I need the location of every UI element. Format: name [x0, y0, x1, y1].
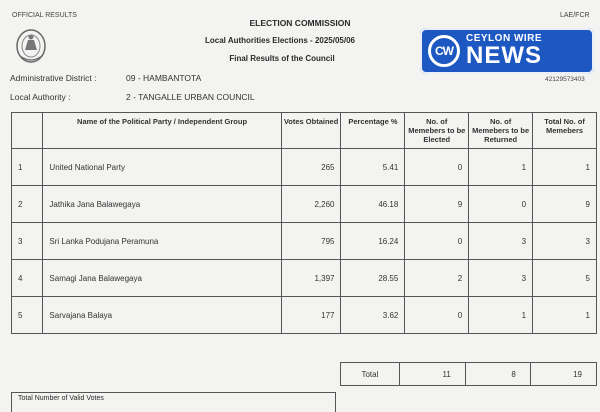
row-elected: 2 — [405, 260, 469, 297]
row-index: 3 — [12, 223, 43, 260]
district-label: Administrative District : — [10, 73, 97, 83]
row-elected: 0 — [405, 297, 469, 334]
header-votes: Votes Obtained — [281, 113, 341, 149]
row-total: 1 — [533, 297, 597, 334]
row-party: Sarvajana Balaya — [43, 297, 281, 334]
logo-text-bottom: NEWS — [466, 42, 542, 69]
row-total: 3 — [533, 223, 597, 260]
row-returned: 3 — [469, 260, 533, 297]
ceylon-wire-news-logo — [420, 28, 594, 74]
table-row — [12, 223, 597, 260]
row-party: United National Party — [43, 149, 281, 186]
row-party: Sri Lanka Podujana Peramuna — [43, 223, 281, 260]
totals-total: 19 — [530, 363, 596, 386]
row-party: Jathika Jana Balawegaya — [43, 186, 281, 223]
emblem-icon — [14, 26, 48, 64]
row-index: 2 — [12, 186, 43, 223]
table-row — [12, 297, 597, 334]
row-elected: 9 — [405, 186, 469, 223]
row-index: 5 — [12, 297, 43, 334]
table-header-row — [12, 113, 597, 149]
header-total: Total No. of Memebers — [533, 113, 597, 149]
header-party: Name of the Political Party / Independent Group — [43, 113, 281, 149]
valid-votes-footer: Total Number of Valid Votes — [11, 392, 336, 412]
row-total: 5 — [533, 260, 597, 297]
authority-value: 2 - TANGALLE URBAN COUNCIL — [126, 92, 255, 102]
totals-returned: 8 — [465, 363, 530, 386]
row-party: Samagi Jana Balawegaya — [43, 260, 281, 297]
cw-logo-icon: CW — [428, 35, 460, 67]
row-returned: 1 — [469, 149, 533, 186]
row-index: 1 — [12, 149, 43, 186]
totals-table — [340, 362, 597, 386]
row-percentage: 46.18 — [341, 186, 405, 223]
row-percentage: 16.24 — [341, 223, 405, 260]
form-code-label: LAE/FCR — [560, 12, 590, 19]
row-votes: 795 — [281, 223, 341, 260]
document-subtitle: Local Authorities Elections - 2025/05/06 — [205, 36, 355, 45]
district-value: 09 - HAMBANTOTA — [126, 73, 202, 83]
header-index — [12, 113, 43, 149]
row-votes: 265 — [281, 149, 341, 186]
totals-row — [341, 363, 597, 386]
official-results-label: OFFICIAL RESULTS — [12, 12, 77, 19]
row-total: 9 — [533, 186, 597, 223]
row-votes: 2,260 — [281, 186, 341, 223]
header-elected: No. of Memebers to be Elected — [405, 113, 469, 149]
document-title: ELECTION COMMISSION — [249, 18, 351, 28]
row-elected: 0 — [405, 223, 469, 260]
row-percentage: 5.41 — [341, 149, 405, 186]
row-percentage: 28.55 — [341, 260, 405, 297]
header-returned: No. of Memebers to be Returned — [469, 113, 533, 149]
row-percentage: 3.62 — [341, 297, 405, 334]
totals-label: Total — [341, 363, 400, 386]
row-total: 1 — [533, 149, 597, 186]
row-votes: 177 — [281, 297, 341, 334]
totals-elected: 11 — [399, 363, 465, 386]
row-votes: 1,397 — [281, 260, 341, 297]
row-index: 4 — [12, 260, 43, 297]
table-row — [12, 149, 597, 186]
header-percentage: Percentage % — [341, 113, 405, 149]
table-row — [12, 260, 597, 297]
row-returned: 1 — [469, 297, 533, 334]
reference-number: 42129573403 — [545, 76, 585, 83]
logo-text-top: CEYLON WIRE — [466, 33, 543, 44]
table-row — [12, 186, 597, 223]
authority-label: Local Authority : — [10, 92, 71, 102]
results-table — [11, 112, 597, 334]
row-returned: 3 — [469, 223, 533, 260]
document-subtitle-2: Final Results of the Council — [229, 54, 335, 63]
row-returned: 0 — [469, 186, 533, 223]
row-elected: 0 — [405, 149, 469, 186]
